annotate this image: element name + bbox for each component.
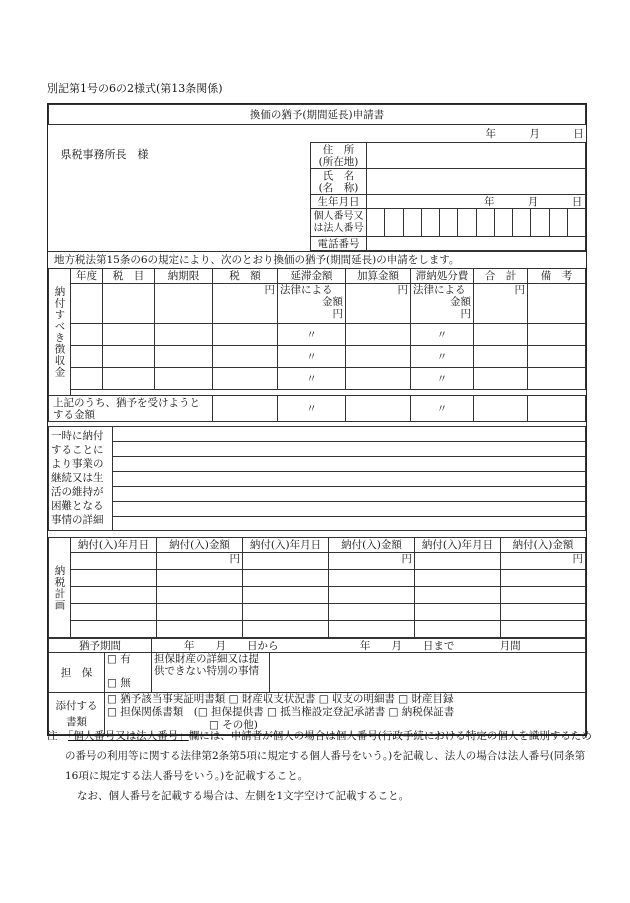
date-day: 日 (573, 127, 584, 140)
due-date-cell[interactable] (155, 324, 213, 346)
collateral-desc-label: 担保財産の詳細又は提供できない特別の事情 (152, 653, 270, 693)
plan-amount-cell[interactable] (501, 621, 586, 638)
year-cell[interactable] (71, 284, 103, 324)
footnote-paragraph-1: 注 「個人番号又は法人番号」欄には、申請者が個人の場合は個人番号(行政手続における特定の個人を識別するための番号の利用等に関する法律第2条第5項に規定する個人番号をいう。)を記載し、法人の場合は法人番号(同条第16項に規定する法人番号をいう。)を記載すること。 (47, 730, 592, 782)
summary-additional[interactable] (346, 396, 411, 422)
delinquency-cell[interactable]: 〃 (278, 368, 346, 390)
application-date[interactable] (49, 125, 586, 143)
plan-header-amount: 納付(入)金額 (501, 538, 586, 553)
delinquency-cell[interactable]: 法律による 金額 円 (278, 284, 346, 324)
date-year: 年 (485, 127, 496, 140)
summary-label: 上記のうち、猶予を受けようとする金額 (49, 396, 213, 422)
plan-header-date: 納付(入)年月日 (243, 538, 329, 553)
year-cell[interactable] (71, 368, 103, 390)
summary-tax-cell[interactable] (213, 396, 278, 422)
delinquency-cell[interactable]: 〃 (278, 346, 346, 368)
id-digit-box[interactable] (367, 209, 385, 237)
col-total: 合 計 (474, 269, 528, 284)
period-collateral-attachments (48, 638, 586, 735)
tax-amount-cell[interactable] (213, 346, 278, 368)
name-field[interactable] (367, 169, 586, 195)
footnote (47, 726, 592, 806)
disposition-cell[interactable]: 法律による 金額 円 (411, 284, 474, 324)
delinquency-cell[interactable]: 〃 (278, 324, 346, 346)
id-digit-box[interactable] (385, 209, 403, 237)
due-date-cell[interactable] (155, 346, 213, 368)
plan-side-label: 納税計画 (49, 538, 71, 638)
plan-date-cell[interactable] (415, 570, 501, 587)
plan-date-cell[interactable] (243, 621, 329, 638)
plan-amount-cell[interactable]: 円 (501, 553, 586, 570)
plan-amount-cell[interactable] (157, 570, 243, 587)
attachments-line-3[interactable]: □ その他) (209, 719, 258, 731)
col-tax-type: 税 目 (103, 269, 155, 284)
table-row (49, 587, 586, 604)
form-number-caption: 別記第1号の6の2様式(第13条関係) (47, 82, 223, 95)
plan-date-cell[interactable] (71, 587, 157, 604)
id-digit-box[interactable] (513, 209, 531, 237)
plan-amount-cell[interactable] (501, 604, 586, 621)
summary-disposition[interactable]: 〃 (411, 396, 474, 422)
form-title: 換価の猶予(期間延長)申請書 (49, 105, 586, 125)
tax-type-cell[interactable] (103, 346, 155, 368)
plan-date-cell[interactable] (243, 587, 329, 604)
collateral-detail-field[interactable] (270, 653, 586, 693)
plan-date-cell[interactable] (415, 604, 501, 621)
applicant-section (48, 104, 586, 251)
summary-total[interactable] (474, 396, 528, 422)
year-cell[interactable] (71, 346, 103, 368)
addressee: 県税事務所長 様 (60, 147, 149, 161)
plan-amount-cell[interactable] (157, 604, 243, 621)
plan-header-date: 納付(入)年月日 (415, 538, 501, 553)
remarks-cell[interactable] (528, 346, 586, 368)
plan-date-cell[interactable] (415, 621, 501, 638)
id-digit-box[interactable] (458, 209, 476, 237)
due-date-cell[interactable] (155, 284, 213, 324)
intro-statement: 地方税法第15条の6の規定により、次のとおり換価の猶予(期間延長)の申請をします。 (48, 251, 586, 268)
table-row (49, 604, 586, 621)
table-row (49, 324, 586, 346)
col-remarks: 備 考 (528, 269, 586, 284)
col-year: 年度 (71, 269, 103, 284)
plan-amount-cell[interactable] (501, 570, 586, 587)
plan-date-cell[interactable] (415, 587, 501, 604)
plan-amount-cell[interactable]: 円 (157, 553, 243, 570)
disposition-cell[interactable]: 〃 (411, 324, 474, 346)
plan-date-cell[interactable] (71, 621, 157, 638)
plan-amount-cell[interactable] (157, 587, 243, 604)
summary-row (49, 396, 586, 422)
plan-date-cell[interactable] (243, 553, 329, 570)
tax-amount-cell[interactable] (213, 324, 278, 346)
id-digit-box[interactable] (403, 209, 421, 237)
tax-amount-cell[interactable] (213, 368, 278, 390)
additional-cell[interactable]: 円 (346, 284, 411, 324)
col-delinquency: 延滞金額 (278, 269, 346, 284)
id-digit-box[interactable] (549, 209, 567, 237)
col-additional: 加算金額 (346, 269, 411, 284)
phone-field[interactable] (367, 237, 586, 251)
summary-delinquency[interactable]: 〃 (278, 396, 346, 422)
additional-cell[interactable] (346, 324, 411, 346)
plan-date-cell[interactable] (71, 570, 157, 587)
table-row (49, 368, 586, 390)
tax-type-cell[interactable] (103, 324, 155, 346)
period-field[interactable]: 年 月 日から 年 月 日まで 月間 (152, 639, 586, 653)
id-digit-box[interactable] (531, 209, 549, 237)
plan-header-amount: 納付(入)金額 (329, 538, 415, 553)
table-row (49, 621, 586, 638)
tax-table-side-label: 納付すべき徴収金 (49, 269, 71, 396)
id-digit-box[interactable] (476, 209, 494, 237)
additional-cell[interactable] (346, 368, 411, 390)
tax-amount-cell[interactable]: 円 (213, 284, 278, 324)
attachments-line-2[interactable]: □ 担保関係書類 (□ 担保提供書 □ 抵当権設定登記承諾書 □ 納税保証書 (107, 706, 455, 718)
application-form (47, 103, 587, 736)
name-label: 氏 名 (名 称) (311, 169, 367, 195)
plan-date-cell[interactable] (243, 570, 329, 587)
address-field[interactable] (367, 143, 586, 169)
attachments-label: 添付する書類 (49, 693, 105, 735)
remarks-cell[interactable] (528, 284, 586, 324)
hardship-field[interactable] (113, 427, 586, 531)
attachments-line-1[interactable]: □ 猶予該当事実証明書類 □ 財産収支状況書 □ 収支の明細書 □ 財産目録 (107, 693, 454, 705)
additional-cell[interactable] (346, 346, 411, 368)
total-cell[interactable] (474, 324, 528, 346)
date-month: 月 (529, 127, 540, 140)
plan-date-cell[interactable] (71, 553, 157, 570)
plan-header-amount: 納付(入)金額 (157, 538, 243, 553)
id-digit-box[interactable] (421, 209, 439, 237)
due-date-cell[interactable] (155, 368, 213, 390)
birthdate-field[interactable]: 年 月 日 (367, 195, 586, 209)
plan-amount-cell[interactable] (329, 570, 415, 587)
hardship-section (48, 426, 586, 531)
tax-type-cell[interactable] (103, 368, 155, 390)
plan-amount-cell[interactable] (501, 587, 586, 604)
col-disposition-cost: 滞納処分費 (411, 269, 474, 284)
summary-remarks[interactable] (528, 396, 586, 422)
year-cell[interactable] (71, 324, 103, 346)
total-cell[interactable]: 円 (474, 284, 528, 324)
plan-amount-cell[interactable] (329, 587, 415, 604)
table-row (49, 570, 586, 587)
disposition-cell[interactable]: 〃 (411, 368, 474, 390)
collateral-choice (105, 653, 152, 693)
payment-plan (48, 537, 586, 638)
plan-date-cell[interactable] (415, 553, 501, 570)
disposition-cell[interactable]: 〃 (411, 346, 474, 368)
hardship-label: 一時に納付することにより事業の継続又は生活の維持が困難となる事情の詳細 (49, 427, 113, 531)
table-row (49, 346, 586, 368)
table-row (49, 284, 586, 324)
phone-label: 電話番号 (311, 237, 367, 251)
plan-amount-cell[interactable] (329, 621, 415, 638)
id-number-label: 個人番号又 は法人番号 (311, 209, 367, 237)
address-label: 住 所 (所在地) (311, 143, 367, 169)
plan-amount-cell[interactable]: 円 (329, 553, 415, 570)
total-cell[interactable] (474, 346, 528, 368)
plan-amount-cell[interactable] (157, 621, 243, 638)
tax-type-cell[interactable] (103, 284, 155, 324)
col-due-date: 納期限 (155, 269, 213, 284)
plan-date-cell[interactable] (243, 604, 329, 621)
total-cell[interactable] (474, 368, 528, 390)
birthdate-label: 生年月日 (311, 195, 367, 209)
collateral-yes-checkbox[interactable]: □ 有 (107, 653, 131, 665)
plan-amount-cell[interactable] (329, 604, 415, 621)
period-label: 猶予期間 (49, 639, 152, 653)
tax-table (48, 268, 586, 422)
table-row (49, 553, 586, 570)
plan-header-date: 納付(入)年月日 (71, 538, 157, 553)
id-digit-box[interactable] (494, 209, 512, 237)
footnote-paragraph-2: なお、個人番号を記載する場合は、左側を1文字空けて記載すること。 (77, 790, 410, 802)
collateral-label: 担 保 (49, 653, 105, 693)
plan-date-cell[interactable] (71, 604, 157, 621)
col-tax-amount: 税 額 (213, 269, 278, 284)
collateral-no-checkbox[interactable]: □ 無 (107, 677, 131, 689)
id-digit-box[interactable] (440, 209, 458, 237)
remarks-cell[interactable] (528, 324, 586, 346)
id-digit-box[interactable] (567, 209, 585, 237)
remarks-cell[interactable] (528, 368, 586, 390)
